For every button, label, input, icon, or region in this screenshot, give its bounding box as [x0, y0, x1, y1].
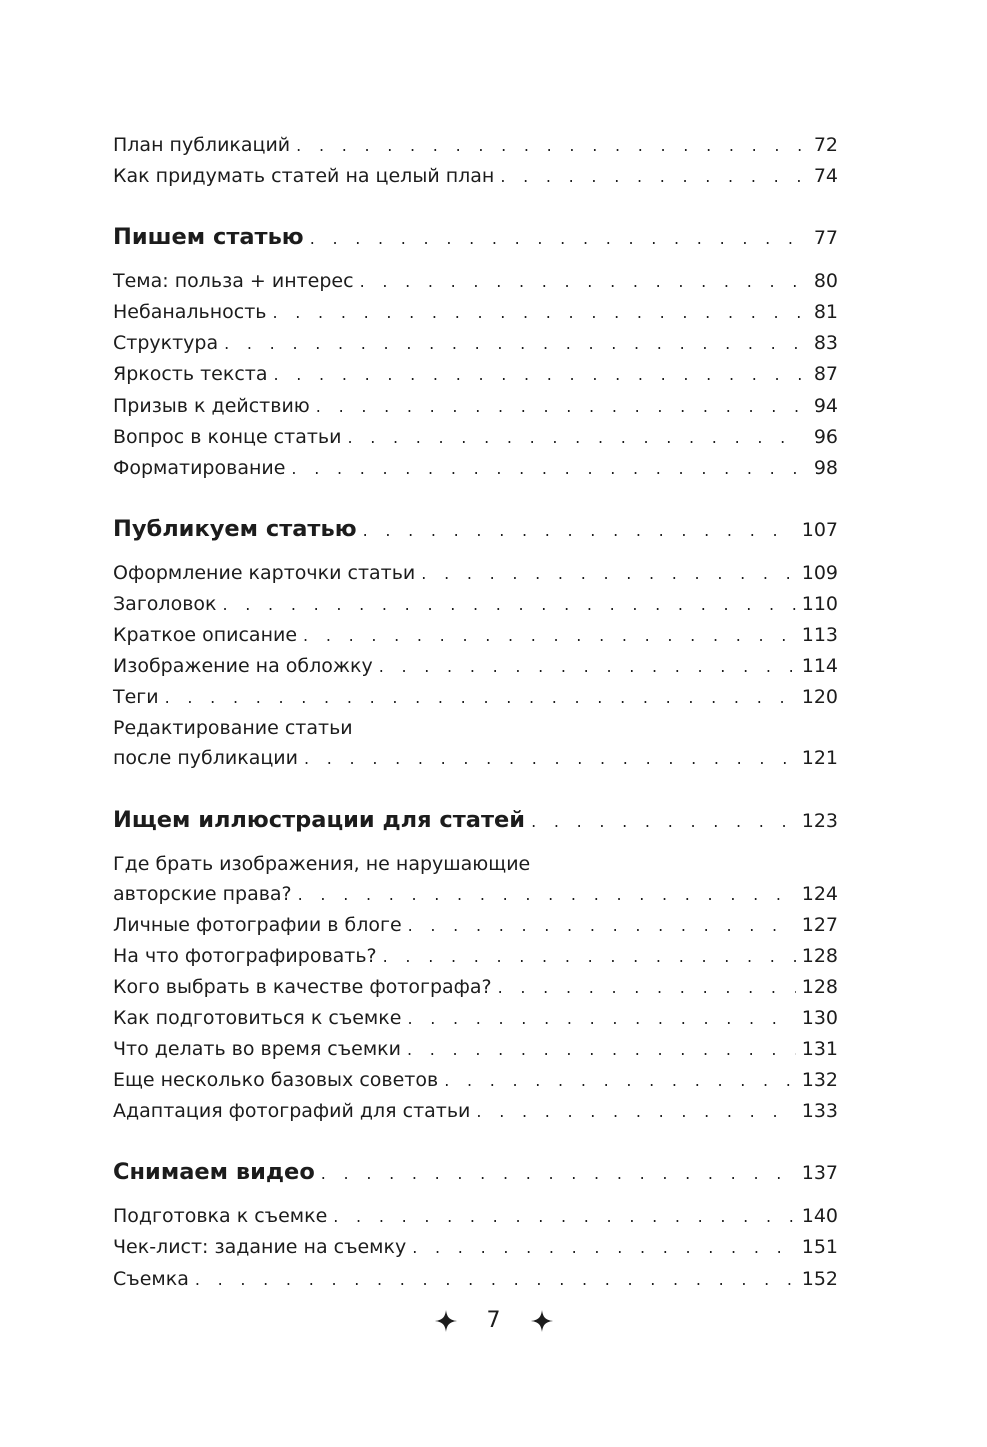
toc-entry-title: Тема: польза + интерес	[113, 270, 354, 293]
toc-entry[interactable]	[113, 1003, 838, 1034]
page-number-ref: 152	[801, 1267, 838, 1290]
dot-leader	[407, 1004, 795, 1034]
dot-leader	[360, 267, 802, 297]
toc-entry-title: Призыв к действию	[113, 394, 310, 417]
dot-leader	[379, 652, 796, 682]
dot-leader	[304, 744, 796, 774]
toc-section-heading[interactable]	[113, 805, 838, 837]
toc-entry[interactable]	[113, 130, 838, 161]
toc-entry[interactable]	[113, 297, 838, 328]
dot-leader	[224, 329, 802, 359]
toc-entry-title-line	[113, 849, 838, 879]
page-number-ref: 128	[801, 975, 838, 998]
page-number-ref: 98	[813, 456, 838, 479]
toc-entry[interactable]	[113, 941, 838, 972]
toc-entry[interactable]	[113, 453, 838, 484]
page-number-ref: 96	[813, 425, 838, 448]
dot-leader	[498, 973, 796, 1003]
table-of-contents	[113, 130, 838, 1295]
dot-leader	[383, 942, 796, 972]
toc-entry[interactable]	[113, 558, 838, 589]
page-footer	[0, 1308, 987, 1333]
page-number-ref: 81	[813, 301, 838, 324]
dot-leader	[298, 880, 796, 910]
toc-entry-title: Краткое описание	[113, 624, 298, 647]
toc-entry[interactable]	[113, 359, 838, 390]
toc-entry-title: Адаптация фотографий для статьи	[113, 1100, 471, 1123]
toc-section	[113, 514, 838, 775]
toc-entry[interactable]	[113, 589, 838, 620]
page-number-ref: 110	[801, 592, 838, 615]
dot-leader	[310, 224, 802, 254]
page-number-ref: 130	[801, 1006, 838, 1029]
page-number-ref: 83	[813, 332, 838, 355]
toc-entry[interactable]	[113, 1201, 838, 1232]
page-number-ref: 131	[801, 1038, 838, 1061]
toc-entry-title-line	[113, 713, 838, 743]
toc-entry-title: Кого выбрать в качестве фотографа?	[113, 975, 492, 998]
toc-entry-title: Что делать во время съемки	[113, 1038, 402, 1061]
toc-entry-title: Структура	[113, 332, 219, 355]
dot-leader	[165, 683, 796, 713]
dot-leader	[407, 1035, 796, 1065]
toc-entry[interactable]	[113, 1232, 838, 1263]
toc-entry-title: Личные фотографии в блоге	[113, 913, 402, 936]
toc-entry[interactable]	[113, 682, 838, 713]
four-point-star-icon	[531, 1310, 553, 1332]
page-number-ref: 132	[801, 1069, 838, 1092]
dot-leader	[274, 360, 802, 390]
toc-entry[interactable]	[113, 328, 838, 359]
page-number-ref: 77	[813, 227, 838, 250]
toc-entry[interactable]	[113, 743, 838, 774]
toc-entry-title: Заголовок	[113, 592, 217, 615]
page-number-ref: 127	[801, 913, 838, 936]
page-number-ref: 109	[801, 561, 838, 584]
page-number-ref: 137	[801, 1162, 838, 1185]
page-number-ref: 140	[801, 1205, 838, 1228]
toc-entry-title: Вопрос в конце статьи	[113, 425, 342, 448]
page-number-ref: 107	[801, 518, 838, 541]
toc-entry-title: Форматирование	[113, 456, 286, 479]
toc-entry[interactable]	[113, 972, 838, 1003]
page-number-ref: 120	[801, 686, 838, 709]
toc-entry[interactable]	[113, 910, 838, 941]
dot-leader	[195, 1265, 796, 1295]
page-number-ref: 72	[813, 134, 838, 156]
section-title: Ищем иллюстрации для статей	[113, 806, 526, 833]
dot-leader	[316, 392, 802, 422]
dot-leader	[347, 423, 802, 453]
page-number-ref: 74	[813, 165, 838, 188]
dot-leader	[500, 162, 802, 192]
toc-entry-title: Еще несколько базовых советов	[113, 1069, 439, 1092]
toc-body	[113, 130, 838, 1295]
page-number-ref: 87	[813, 363, 838, 386]
toc-entry[interactable]	[113, 391, 838, 422]
page-number: 7	[486, 1308, 501, 1333]
toc-section	[113, 1157, 838, 1294]
toc-section	[113, 222, 838, 484]
toc-entry-title: Как подготовиться к съемке	[113, 1006, 402, 1029]
toc-entry-title: Теги	[113, 686, 159, 709]
toc-entry[interactable]	[113, 1096, 838, 1127]
dot-leader	[531, 807, 796, 837]
toc-section-heading[interactable]	[113, 514, 838, 546]
dot-leader	[363, 516, 796, 546]
page-number-ref: 113	[801, 624, 838, 647]
section-title: Пишем статью	[113, 224, 304, 251]
toc-entry-title: Съемка	[113, 1267, 189, 1290]
dot-leader	[273, 298, 802, 328]
dot-leader	[421, 559, 795, 589]
page-number-ref: 94	[813, 394, 838, 417]
page-number-ref: 128	[801, 944, 838, 967]
dot-leader	[303, 621, 796, 651]
toc-entry-title: Оформление карточки статьи	[113, 561, 416, 584]
toc-entry-title: авторские права?	[113, 882, 292, 905]
toc-section-heading[interactable]	[113, 222, 838, 254]
toc-entry-title: Редактирование статьи	[113, 717, 353, 740]
page-number-ref: 124	[801, 882, 838, 905]
page-number-ref: 121	[801, 747, 838, 770]
toc-entry-title: Как придумать статей на целый план	[113, 165, 495, 188]
section-title: Снимаем видео	[113, 1159, 315, 1186]
four-point-star-icon	[435, 1310, 457, 1332]
toc-entry[interactable]	[113, 266, 838, 297]
toc-entry[interactable]	[113, 1264, 838, 1295]
toc-entry[interactable]	[113, 1065, 838, 1096]
toc-entry-title: после публикации	[113, 747, 298, 770]
toc-section	[113, 805, 838, 1128]
toc-entry[interactable]	[113, 422, 838, 453]
page-number-ref: 80	[813, 270, 838, 293]
toc-entry[interactable]	[113, 161, 838, 192]
section-title: Публикуем статью	[113, 515, 357, 542]
page-number-ref: 114	[801, 655, 838, 678]
toc-entry[interactable]	[113, 620, 838, 651]
toc-entry-title: Изображение на обложку	[113, 655, 373, 678]
page-number-ref: 151	[801, 1236, 838, 1259]
toc-entry-title: План публикаций	[113, 134, 291, 156]
dot-leader	[444, 1066, 796, 1096]
toc-entry-title: Подготовка к съемке	[113, 1205, 328, 1228]
toc-entry-title: Чек-лист: задание на съемку	[113, 1236, 407, 1259]
dot-leader	[408, 911, 796, 941]
dot-leader	[333, 1202, 795, 1232]
dot-leader	[291, 454, 802, 484]
dot-leader	[223, 590, 796, 620]
dot-leader	[296, 131, 802, 161]
dot-leader	[321, 1159, 796, 1189]
toc-section-heading[interactable]	[113, 1157, 838, 1189]
toc-entry[interactable]	[113, 1034, 838, 1065]
page-number-ref: 133	[801, 1100, 838, 1123]
toc-entry-title: Яркость текста	[113, 363, 268, 386]
dot-leader	[476, 1097, 795, 1127]
toc-entry-title: Небанальность	[113, 301, 267, 324]
dot-leader	[412, 1233, 795, 1263]
page-number-ref: 123	[801, 809, 838, 832]
toc-entry[interactable]	[113, 879, 838, 910]
toc-entry-title: Где брать изображения, не нарушающие	[113, 852, 531, 875]
toc-entry-title: На что фотографировать?	[113, 944, 377, 967]
toc-entry[interactable]	[113, 651, 838, 682]
